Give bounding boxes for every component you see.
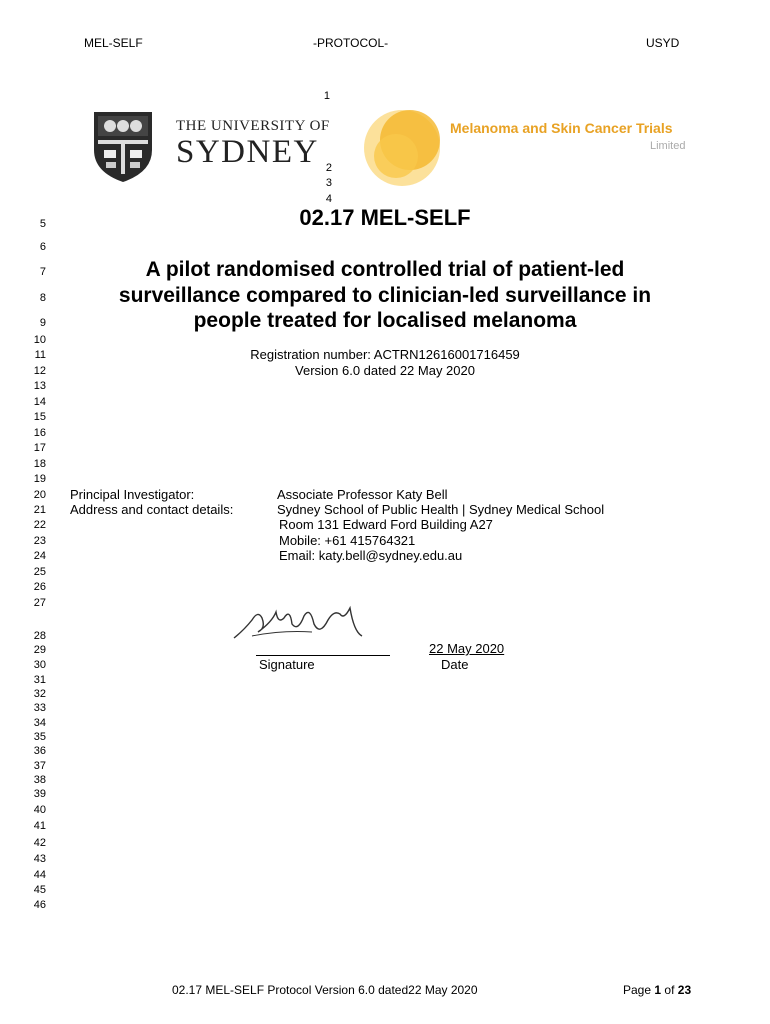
line-number: 17 (33, 442, 46, 454)
line-number: 16 (33, 427, 46, 439)
line-number: 33 (33, 702, 46, 714)
line-number: 13 (33, 380, 46, 392)
line-number: 1 (323, 90, 330, 102)
line-number: 21 (33, 504, 46, 516)
document-title: 02.17 MEL-SELF (299, 205, 471, 230)
university-name-line1: THE UNIVERSITY OF (176, 118, 330, 134)
line-number: 6 (39, 241, 46, 253)
header-left: MEL-SELF (84, 36, 143, 50)
of-word: of (664, 983, 675, 997)
subtitle-line-3: people treated for localised melanoma (193, 309, 577, 332)
line-number: 25 (33, 566, 46, 578)
line-number: 4 (325, 193, 332, 205)
line-number: 2 (325, 162, 332, 174)
line-number: 38 (33, 774, 46, 786)
footer-left: 02.17 MEL-SELF Protocol Version 6.0 dated22 May 2020 (172, 983, 478, 997)
line-number: 42 (33, 837, 46, 849)
page-number: 1 (654, 983, 662, 997)
trials-name: Melanoma and Skin Cancer Trials (450, 120, 673, 136)
address-line-2: Room 131 Edward Ford Building A27 (279, 517, 493, 532)
handwritten-signature (232, 602, 372, 642)
line-number: 22 (33, 519, 46, 531)
page-total: 23 (677, 983, 692, 997)
line-number: 39 (33, 788, 46, 800)
line-number: 46 (33, 899, 46, 911)
subtitle-line-2: surveillance compared to clinician-led surveillance in (118, 284, 652, 307)
university-name-line2: SYDNEY (176, 134, 319, 170)
line-number: 31 (33, 674, 46, 686)
signature-date: 22 May 2020 (429, 641, 505, 656)
line-number: 18 (33, 458, 46, 470)
trials-sub: Limited (650, 140, 686, 152)
line-number: 14 (33, 396, 46, 408)
line-number: 37 (33, 760, 46, 772)
version-line: Version 6.0 dated 22 May 2020 (295, 363, 475, 378)
investigator-label: Principal Investigator: (70, 487, 195, 502)
line-number: 27 (33, 597, 46, 609)
line-number: 24 (33, 550, 46, 562)
line-number: 34 (33, 717, 46, 729)
line-number: 26 (33, 581, 46, 593)
university-logo (92, 110, 330, 184)
subtitle-line-1: A pilot randomised controlled trial of patient-led (145, 258, 625, 281)
line-number: 32 (33, 688, 46, 700)
line-number: 7 (39, 266, 46, 278)
trials-sun-icon (360, 100, 450, 192)
signature-line (256, 655, 390, 656)
line-number: 11 (34, 349, 46, 361)
address-line-1: Sydney School of Public Health | Sydney Medical School (277, 502, 605, 517)
address-line-3: Mobile: +61 415764321 (279, 533, 416, 548)
line-number: 3 (325, 177, 332, 189)
line-number: 10 (33, 334, 46, 346)
line-number: 15 (33, 411, 46, 423)
line-number: 9 (39, 317, 46, 329)
line-number: 41 (33, 820, 46, 832)
line-number: 12 (33, 365, 46, 377)
line-number: 43 (33, 853, 46, 865)
header-right: USYD (646, 36, 680, 50)
line-number: 20 (33, 489, 46, 501)
university-crest-icon (92, 110, 154, 184)
address-label: Address and contact details: (70, 502, 234, 517)
line-number: 36 (33, 745, 46, 757)
investigator-value: Associate Professor Katy Bell (277, 487, 448, 502)
date-label: Date (441, 657, 469, 672)
page-word: Page (623, 983, 652, 997)
line-number: 28 (33, 630, 46, 642)
signature-label: Signature (259, 657, 315, 672)
trials-logo (360, 100, 690, 192)
line-number: 40 (33, 804, 46, 816)
registration-number: Registration number: ACTRN12616001716459 (250, 347, 520, 362)
line-number: 23 (33, 535, 46, 547)
header-center: -PROTOCOL- (313, 36, 389, 50)
line-number: 19 (33, 473, 46, 485)
line-number: 35 (33, 731, 46, 743)
line-number: 5 (39, 218, 46, 230)
line-number: 29 (33, 644, 46, 656)
line-number: 30 (33, 659, 46, 671)
email-line: Email: katy.bell@sydney.edu.au (279, 548, 463, 563)
line-number: 44 (33, 869, 46, 881)
line-number: 8 (39, 292, 46, 304)
line-number: 45 (33, 884, 46, 896)
page-indicator (623, 983, 691, 997)
